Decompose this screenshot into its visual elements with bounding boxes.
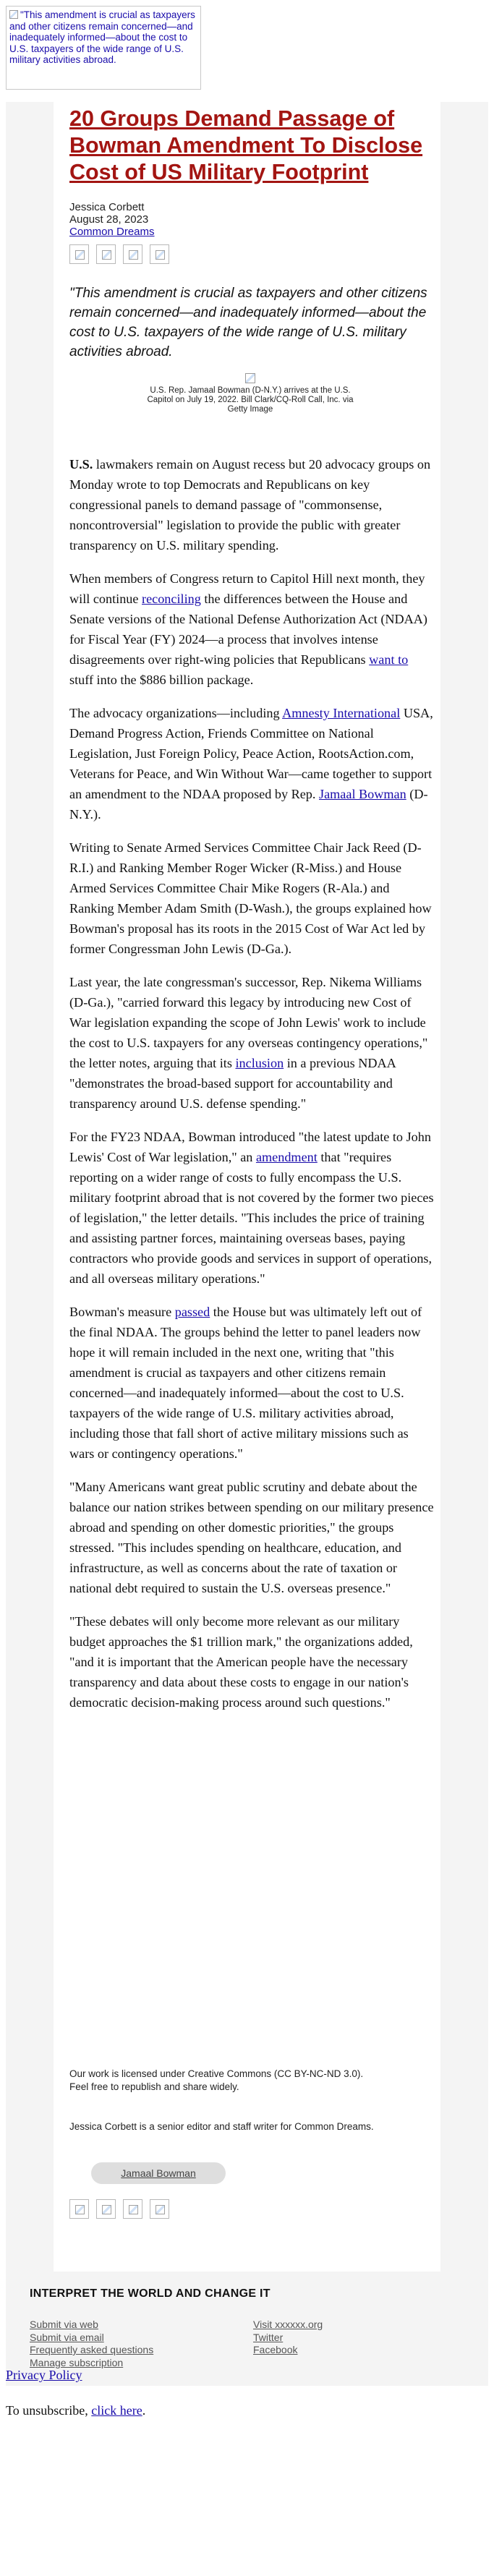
share-bar-bottom	[69, 2199, 176, 2221]
pull-quote: "This amendment is crucial as taxpayers and other citizens remain concerned—and inadequately informed—about the cost to U.S. taxpayers of the wide range of U.S. military activities abroad.	[69, 286, 427, 359]
paragraph-text: the differences between the House and Senate versions of the National Defense Authorization Act (NDAA) for Fiscal Year (FY) 2024—a process that involves intense disagreements over right-wing policies that Republicans	[69, 592, 427, 667]
link-share-icon[interactable]	[150, 244, 169, 264]
unsubscribe-text: To unsubscribe,	[6, 2403, 92, 2418]
twitter-share-icon[interactable]	[96, 2199, 116, 2219]
footer-links-left	[30, 2319, 153, 2369]
paragraph-1	[69, 454, 435, 555]
facebook-share-icon[interactable]	[69, 244, 89, 264]
paragraph-text: the House but was ultimately left out of the final NDAA. The groups behind the letter to panel leaders now hope it will remain included in the next one, writing that "this amendment is crucial as taxpayers and other citizens remain concerned—and inadequately informed—about the cost to U.S. taxpayers of the wide range of U.S. military activities abroad, including those that fall short of active military missions such as wars or contingency operations."	[69, 1305, 422, 1461]
photo-placeholder-icon	[245, 373, 255, 383]
unsubscribe-link[interactable]: click here	[91, 2403, 142, 2418]
publish-date: August 28, 2023	[69, 213, 149, 226]
paragraph-4: Writing to Senate Armed Services Committee Chair Jack Reed (D-R.I.) and Ranking Member Roger Wicker (R-Miss.) and House Armed Services Committee Chair Mike Rogers (R-Ala.) and Ranking Member Adam Smith (D-Wash.), the groups explained how Bowman's proposal has its roots in the 2015 Cost of War Act led by former Congressman John Lewis (D-Ga.).	[69, 840, 432, 956]
paragraph-text: Bowman's measure	[69, 1305, 175, 1319]
license-line-1: Our work is licensed under Creative Commons (CC BY-NC-ND 3.0).	[69, 2068, 364, 2079]
twitter-link[interactable]: Twitter	[253, 2331, 284, 2343]
privacy-row	[6, 2368, 82, 2383]
paragraph-text: in a previous NDAA "demonstrates the broad-based support for accountability and transparency around U.S. defense spending."	[69, 1056, 396, 1111]
twitter-share-icon[interactable]	[96, 244, 116, 264]
author-bio: Jessica Corbett is a senior editor and staff writer for Common Dreams.	[69, 2121, 374, 2132]
paragraph-text: The advocacy organizations—including	[69, 706, 283, 720]
inclusion-link[interactable]: inclusion	[235, 1056, 284, 1070]
paragraph-5	[69, 972, 435, 1114]
paragraph-text: USA, Demand Progress Action, Friends Committee on National Legislation, Just Foreign Policy, Peace Action, RootsAction.com, Veterans for Peace, and Win Without War—came together to support an amendment to the NDAA proposed by Rep.	[69, 706, 433, 801]
paragraph-text: Last year, the late congressman's successor, Rep. Nikema Williams (D-Ga.), "carried forward this legacy by introducing new Cost of War legislation expanding the scope of John Lewis' work to include the cost to U.S. taxpayers for any overseas contingency operations," the letter notes, arguing that its	[69, 975, 428, 1070]
broken-image-icon	[9, 10, 18, 19]
photo-caption	[142, 373, 359, 414]
paragraph-6	[69, 1127, 435, 1289]
amendment-link[interactable]: amendment	[255, 1150, 318, 1164]
paragraph-text: For the FY23 NDAA, Bowman introduced "the latest update to John Lewis' Cost of War legislation," an	[69, 1130, 431, 1164]
article-body	[69, 454, 435, 1726]
want-to-link[interactable]: want to	[369, 652, 409, 667]
unsubscribe-row	[6, 2403, 145, 2418]
faq-link[interactable]: Frequently asked questions	[30, 2344, 154, 2355]
topic-tag-link[interactable]: Jamaal Bowman	[121, 2167, 196, 2179]
footer-heading: INTERPRET THE WORLD AND CHANGE IT	[30, 2287, 271, 2300]
jamaal-bowman-link[interactable]: Jamaal Bowman	[319, 787, 406, 801]
header-image-alt-text: "This amendment is crucial as taxpayers and other citizens remain concerned—and inadequately informed—about the cost to U.S. taxpayers of the wide range of U.S. military activities abroad.	[9, 9, 195, 65]
email-share-icon[interactable]	[123, 2199, 142, 2219]
license-note	[69, 2068, 435, 2094]
article-title[interactable]: 20 Groups Demand Passage of Bowman Amendment To Disclose Cost of US Military Footprint	[69, 106, 423, 184]
passed-link[interactable]: passed	[174, 1305, 210, 1319]
amnesty-link[interactable]: Amnesty International	[282, 706, 401, 720]
paragraph-text: (D-N.Y.).	[69, 787, 428, 822]
lead-word: U.S.	[69, 457, 93, 472]
paragraph-text: lawmakers remain on August recess but 20 advocacy groups on Monday wrote to top Democrats and Republicans on key congressional panels to demand passage of "commonsense, noncontroversial" legislation to provide the public with greater transparency on U.S. military spending.	[69, 457, 431, 553]
link-share-icon[interactable]	[150, 2199, 169, 2219]
facebook-link[interactable]: Facebook	[253, 2344, 298, 2355]
facebook-share-icon[interactable]	[69, 2199, 89, 2219]
paragraph-text: that "requires reporting on a wider range of costs to fully encompass the U.S. military footprint abroad that is not covered by the former two pieces of legislation," the letter details. "This includes the price of training and assisting partner forces, maintaining overseas bases, paying contractors who provide goods and services in support of operations, and all overseas military operations."	[69, 1150, 434, 1286]
header-image-alt[interactable]	[6, 6, 201, 90]
paragraph-8: "Many Americans want great public scrutiny and debate about the balance our nation strikes between spending on our military presence abroad and spending on other domestic priorities," the groups stressed. "This includes spending on healthcare, education, and infrastructure, as well as concerns about the rate of taxation or national debt required to sustain the U.S. overseas presence."	[69, 1480, 434, 1595]
paragraph-9: "These debates will only become more relevant as our military budget approaches the $1 trillion mark," the organizations added, "and it is important that the American people have the necessary transparency and data about these costs to engage in our nation's democratic decision-making process around such questions."	[69, 1614, 413, 1710]
caption-text: U.S. Rep. Jamaal Bowman (D-N.Y.) arrives at the U.S. Capitol on July 19, 2022. Bill Clark/CQ-Roll Call, Inc. via Getty Image	[147, 386, 354, 414]
paragraph-text: When members of Congress return to Capitol Hill next month, they will continue	[69, 571, 425, 606]
source-link[interactable]: Common Dreams	[69, 226, 155, 238]
paragraph-text: stuff into the $886 billion package.	[69, 673, 254, 687]
email-share-icon[interactable]	[123, 244, 142, 264]
license-line-2: Feel free to republish and share widely.	[69, 2081, 239, 2092]
share-bar-top	[69, 244, 176, 266]
unsubscribe-end: .	[142, 2403, 146, 2418]
paragraph-3	[69, 703, 435, 824]
author-name: Jessica Corbett	[69, 201, 145, 213]
manage-subscription-link[interactable]: Manage subscription	[30, 2356, 124, 2368]
privacy-policy-link[interactable]: Privacy Policy	[6, 2368, 82, 2382]
topic-tag[interactable]	[91, 2162, 226, 2184]
reconciling-link[interactable]: reconciling	[142, 592, 201, 606]
submit-email-link[interactable]: Submit via email	[30, 2331, 104, 2343]
paragraph-2	[69, 568, 435, 690]
article-meta	[69, 201, 155, 238]
footer-links-right	[253, 2319, 323, 2357]
submit-web-link[interactable]: Submit via web	[30, 2319, 98, 2330]
paragraph-7	[69, 1302, 435, 1464]
visit-site-link[interactable]: Visit xxxxxx.org	[253, 2319, 323, 2330]
